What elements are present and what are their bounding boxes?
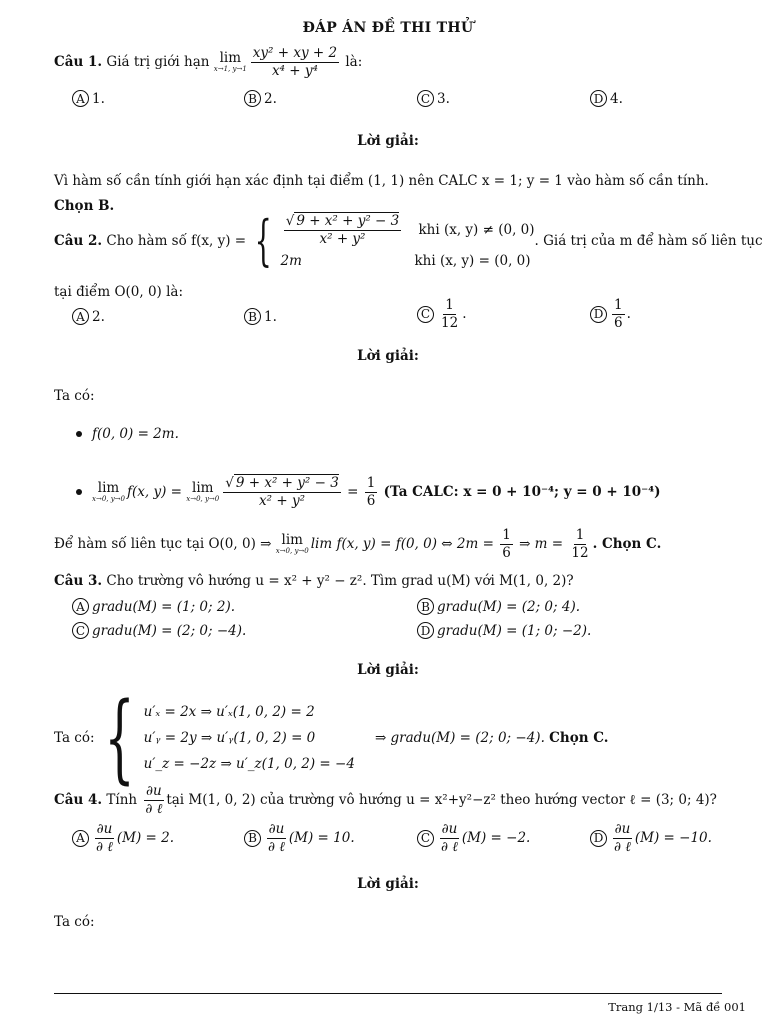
q3-option-a[interactable]: A gradu(M) = (1; 0; 2). (72, 598, 235, 615)
q4-option-b[interactable]: B $\frac{\partial u}{\text{∂ ℓ}}$ (M) = 10. (244, 822, 355, 855)
q2-solution-heading: Lời giải: (357, 348, 419, 364)
q3-option-d[interactable]: D gradu(M) = (1; 0; −2). (417, 622, 591, 639)
q3-solution-heading: Lời giải: (357, 662, 419, 678)
q2-bullet-2: lim x→0, y→0 f(x, y) = lim x→0, y→0 $\frac{\text{√ 9 + x² + y² − 3}}{\text{x² + y²}}$ = $\frac{1}{6}$ (Ta CALC: x = 0 + 10⁻⁴; y = 0 + 10⁻⁴) (76, 476, 661, 509)
page-title: ĐÁP ÁN ĐỀ THI THỬ (302, 20, 474, 36)
q1-option-b[interactable]: B 2. (244, 90, 277, 107)
q1-option-c[interactable]: C 3. (417, 90, 450, 107)
footer-divider (54, 993, 722, 994)
q1-choice: Chọn B. (54, 198, 115, 214)
q2-option-c[interactable]: C $\frac{1}{12}$ . (417, 298, 466, 331)
q3-option-c[interactable]: C gradu(M) = (2; 0; −4). (72, 622, 246, 639)
q2-option-d[interactable]: D $\frac{1}{6}$ . (590, 298, 631, 331)
q1-fraction: $\frac{\text{xy² + xy + 2}}{\text{x⁴ + y⁴}}$ (252, 45, 338, 79)
q4-option-d[interactable]: D $\frac{\partial u}{\text{∂ ℓ}}$ (M) = −10. (590, 822, 712, 855)
q3-system: Ta có: { u′ₓ = 2x ⇒ u′ₓ(1, 0, 2) = 2 u′ᵧ = 2y ⇒ u′ᵧ(1, 0, 2) = 0 u′_z = −2z ⇒ u′_z(1, 0, 2) = −4 ⇒ gradu(M) = (2; 0; −4). Chọn C. (54, 682, 609, 794)
q2-bullet-1: f(0, 0) = 2m. (76, 426, 179, 442)
q4-ta-co: Ta có: (54, 914, 95, 930)
q1-solution-text: Vì hàm số cần tính giới hạn xác định tại điểm (1, 1) nên CALC x = 1; y = 1 vào hàm số cần tính. (54, 173, 709, 189)
q2-ta-co: Ta có: (54, 388, 95, 404)
q1-option-a[interactable]: A 1. (72, 90, 105, 107)
page-footer: Trang 1/13 - Mã đề 001 (608, 1000, 746, 1014)
q2-option-b[interactable]: B 1. (244, 308, 277, 325)
q1-solution-heading: Lời giải: (357, 133, 419, 149)
question-4: Câu 4. Tính $\frac{\partial u}{\text{∂ ℓ}}$ tại M(1, 0, 2) của trường vô hướng u = x²+y²−z² theo hướng vector ℓ = (3; 0; 4)? (54, 783, 717, 817)
q1-text: Giá trị giới hạn (106, 54, 210, 71)
q4-option-c[interactable]: C $\frac{\partial u}{\text{∂ ℓ}}$ (M) = −2. (417, 822, 530, 855)
left-brace: { (254, 209, 272, 273)
question-2: Câu 2. Cho hàm số f(x, y) = { $\frac{\text{√ 9 + x² + y² − 3}}{\text{x² + y²}}$ khi (x, y) ≠ (0, 0) 2m khi (x, y) = (0, 0) . Giá trị của m để hàm số liên tục (54, 209, 763, 273)
q1-option-d[interactable]: D 4. (590, 90, 623, 107)
q4-option-a[interactable]: A $\frac{\partial u}{\text{∂ ℓ}}$ (M) = 2. (72, 822, 174, 855)
q2-piecewise: $\frac{\text{√ 9 + x² + y² − 3}}{\text{x² + y²}}$ khi (x, y) ≠ (0, 0) 2m khi (x, y) = (0, 0) (280, 213, 535, 269)
question-1: Câu 1. Giá trị giới hạn lim x→1, y→1 $\frac{\text{xy² + xy + 2}}{\text{x⁴ + y⁴}}$ là: (54, 45, 363, 79)
q2-option-a[interactable]: A 2. (72, 308, 105, 325)
q2-line2: tại điểm O(0, 0) là: (54, 284, 184, 300)
question-3: Câu 3. Cho trường vô hướng u = x² + y² − z². Tìm grad u(M) với M(1, 0, 2)? (54, 573, 574, 589)
q3-option-b[interactable]: B gradu(M) = (2; 0; 4). (417, 598, 580, 615)
q1-limit: lim x→1, y→1 (213, 50, 247, 73)
q1-label: Câu 1. (54, 54, 103, 71)
q2-conclusion: Để hàm số liên tục tại O(0, 0) ⇒ lim x→0, y→0 lim f(x, y) = f(0, 0) ⇔ 2m = $\frac{1}{6}$ ⇒ m = $\frac{1}{12}$ . Chọn C. (54, 527, 662, 561)
q4-solution-heading: Lời giải: (357, 876, 419, 892)
